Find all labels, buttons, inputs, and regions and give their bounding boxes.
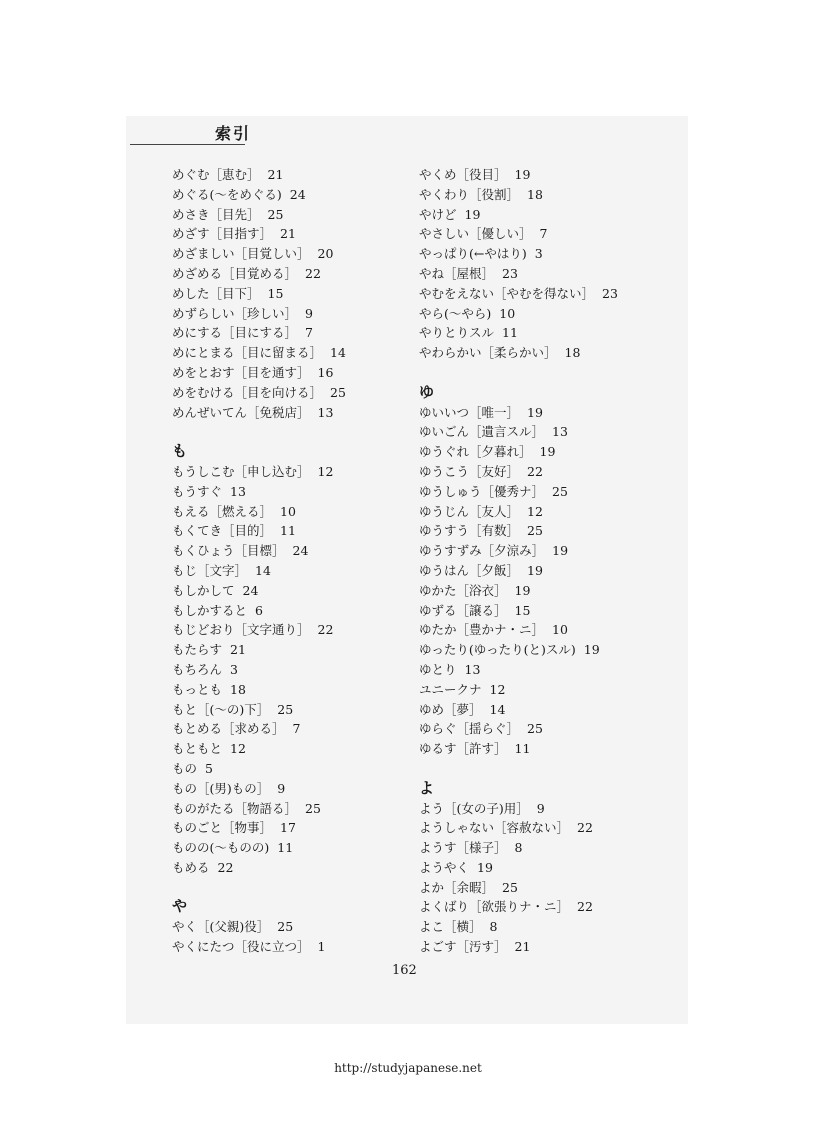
index-page-ref: 19 [514, 167, 531, 182]
index-entry [419, 719, 659, 739]
index-page-ref: 22 [527, 463, 543, 479]
index-page-ref: 25 [277, 919, 294, 935]
index-term: やら(～やら) [419, 305, 492, 321]
index-entry [172, 502, 412, 522]
index-page-ref: 25 [267, 206, 284, 222]
index-term: もうしこむ［申し込む］ [172, 463, 310, 479]
index-term: めぐむ［恵む］ [172, 167, 260, 182]
index-page-ref: 12 [317, 463, 334, 479]
index-page-ref: 18 [564, 345, 581, 361]
index-entry [419, 739, 659, 759]
index-entry [172, 719, 412, 739]
index-term: ゆいいつ［唯一］ [419, 404, 520, 420]
index-term: よこ［横］ [419, 919, 482, 935]
index-term: やね［屋根］ [419, 265, 495, 281]
index-term: やくわり［役割］ [419, 186, 520, 202]
index-page-ref: 19 [514, 582, 531, 598]
section-heading: も [172, 442, 188, 461]
index-entry [172, 601, 412, 621]
index-page-ref: 15 [514, 602, 531, 618]
index-page-ref: 17 [280, 820, 296, 836]
index-term: ものの(～ものの) [172, 840, 270, 856]
index-page-ref: 6 [255, 602, 263, 618]
index-page-ref: 11 [277, 840, 294, 856]
index-entry [419, 442, 659, 462]
index-entry [172, 383, 412, 403]
section-gap [172, 422, 412, 442]
index-entry [419, 482, 659, 502]
index-term: ユニークナ [419, 681, 482, 697]
index-term: もの［(男)もの］ [172, 780, 270, 796]
index-entry [172, 482, 412, 502]
index-term: もしかすると [172, 602, 248, 618]
index-page-ref: 22 [305, 265, 321, 281]
index-term: ゆずる［譲る］ [419, 602, 507, 618]
index-entry [172, 264, 412, 284]
index-entry [172, 779, 412, 799]
index-term: ようしゃない［容赦ない］ [419, 820, 570, 836]
index-term: もじどおり［文字通り］ [172, 622, 310, 638]
index-page-ref: 18 [230, 681, 246, 697]
index-page-ref: 11 [502, 325, 518, 341]
section-heading: や [172, 897, 188, 916]
index-entry [172, 343, 412, 363]
index-term: めずらしい［珍しい］ [172, 305, 298, 321]
index-term: よか［余暇］ [419, 879, 495, 895]
index-term: ゆうこう［友好］ [419, 463, 520, 479]
index-entry [419, 284, 659, 304]
index-column-right [419, 165, 659, 957]
index-page-ref: 25 [527, 721, 543, 737]
index-term: めんぜいてん［免税店］ [172, 404, 310, 420]
index-term: やけど [419, 206, 457, 222]
index-page-ref: 8 [514, 840, 523, 856]
index-entry [419, 601, 659, 621]
index-page-ref: 22 [577, 899, 593, 915]
index-term: もともと [172, 741, 223, 757]
index-term: もと［(～の)下］ [172, 701, 270, 717]
index-entry [172, 739, 412, 759]
index-entry [419, 917, 659, 937]
index-page-ref: 9 [536, 800, 545, 816]
index-entry [172, 224, 412, 244]
index-entry [419, 897, 659, 917]
index-entry [419, 858, 659, 878]
index-page-ref: 11 [280, 523, 296, 539]
index-entry [172, 284, 412, 304]
index-page-ref: 19 [527, 562, 543, 578]
index-entry [419, 700, 659, 720]
index-page-ref: 21 [514, 939, 531, 955]
index-page-ref: 12 [527, 503, 543, 519]
index-entry [172, 620, 412, 640]
index-entry [419, 680, 659, 700]
index-term: めをとおす［目を通す］ [172, 364, 310, 380]
index-entry [419, 244, 659, 264]
index-page-ref: 25 [277, 701, 294, 717]
index-entry [419, 304, 659, 324]
index-page-ref: 19 [552, 543, 569, 559]
index-page-ref: 16 [317, 364, 334, 380]
index-page-ref: 8 [489, 919, 498, 935]
index-entry [419, 620, 659, 640]
index-entry [419, 818, 659, 838]
index-page-ref: 19 [539, 444, 556, 460]
footer-url[interactable]: http://studyjapanese.net [334, 1061, 482, 1075]
index-entry [172, 581, 412, 601]
index-term: ゆかた［浴衣］ [419, 582, 507, 598]
index-page-ref: 14 [489, 701, 506, 717]
index-page-ref: 1 [317, 939, 326, 955]
index-entry [419, 264, 659, 284]
index-page-ref: 24 [289, 186, 306, 202]
index-term: ゆうすう［有数］ [419, 523, 520, 539]
index-term: もたらす [172, 642, 223, 658]
index-entry [172, 462, 412, 482]
index-term: ものがたる［物語る］ [172, 800, 298, 816]
index-term: ゆるす［許す］ [419, 741, 507, 757]
index-term: ゆったり(ゆったり(と)スル) [419, 642, 576, 658]
index-entry [419, 799, 659, 819]
index-term: ゆうぐれ［夕暮れ］ [419, 444, 532, 460]
index-term: もの [172, 760, 198, 776]
index-page-ref: 13 [230, 483, 246, 499]
index-page-ref: 23 [602, 285, 618, 301]
index-term: もめる [172, 859, 210, 875]
index-page-ref: 7 [305, 325, 313, 341]
index-term: もとめる［求める］ [172, 721, 285, 737]
section-gap [172, 878, 412, 898]
index-entry [419, 165, 659, 185]
index-entry [419, 561, 659, 581]
index-page-ref: 3 [534, 246, 543, 262]
header-rule [130, 144, 245, 145]
index-entry [172, 838, 412, 858]
index-entry [172, 818, 412, 838]
index-page-ref: 13 [464, 661, 481, 677]
page-title: 索引 [215, 124, 252, 143]
index-term: ゆとり [419, 661, 457, 677]
index-page-ref: 24 [242, 582, 259, 598]
index-term: やくめ［役目］ [419, 167, 507, 182]
index-entry [172, 403, 412, 423]
index-term: めにとまる［目に留まる］ [172, 345, 323, 361]
index-term: やりとりスル [419, 325, 495, 341]
section-gap [419, 363, 659, 383]
index-term: もちろん [172, 661, 223, 677]
index-term: ゆたか［豊かナ・ニ］ [419, 622, 545, 638]
index-page-ref: 14 [255, 562, 271, 578]
index-term: めざましい［目覚しい］ [172, 246, 310, 262]
index-page-ref: 22 [317, 622, 334, 638]
index-entry [172, 185, 412, 205]
index-entry [172, 640, 412, 660]
index-term: もくひょう［目標］ [172, 543, 285, 559]
index-term: やくにたつ［役に立つ］ [172, 939, 310, 955]
index-term: やく［(父親)役］ [172, 919, 270, 935]
index-term: ようやく [419, 859, 470, 875]
index-page-ref: 12 [230, 741, 246, 757]
index-term: めぐる(～をめぐる) [172, 186, 282, 202]
index-entry [419, 185, 659, 205]
index-entry [419, 224, 659, 244]
section-gap [419, 759, 659, 779]
index-entry [172, 799, 412, 819]
index-page-ref: 10 [552, 622, 568, 638]
index-page-ref: 21 [230, 642, 246, 658]
index-page-ref: 11 [514, 741, 531, 757]
index-term: ゆうすずみ［夕涼み］ [419, 543, 545, 559]
section-heading: よ [419, 778, 435, 797]
index-page-ref: 9 [277, 780, 286, 796]
index-entry [419, 323, 659, 343]
index-entry [172, 541, 412, 561]
index-page-ref: 3 [230, 661, 238, 677]
index-entry [172, 680, 412, 700]
index-entry [172, 660, 412, 680]
index-entry [419, 343, 659, 363]
index-term: ようす［様子］ [419, 840, 507, 856]
index-term: よごす［汚す］ [419, 939, 507, 955]
index-entry [419, 838, 659, 858]
index-page-ref: 19 [464, 206, 481, 222]
index-entry [419, 660, 659, 680]
index-entry [172, 858, 412, 878]
index-entry [419, 541, 659, 561]
index-term: めをむける［目を向ける］ [172, 384, 323, 400]
index-entry [172, 700, 412, 720]
index-term: めさき［目先］ [172, 206, 260, 222]
index-term: めざめる［目覚める］ [172, 265, 298, 281]
index-entry [419, 502, 659, 522]
index-page-ref: 19 [477, 859, 493, 875]
index-term: めにする［目にする］ [172, 325, 298, 341]
index-page-ref: 25 [305, 800, 321, 816]
index-term: めした［目下］ [172, 285, 260, 301]
index-page-ref: 7 [539, 226, 548, 242]
index-entry [419, 521, 659, 541]
index-entry [419, 640, 659, 660]
index-term: ものごと［物事］ [172, 820, 273, 836]
index-page-ref: 10 [499, 305, 516, 321]
index-page-ref: 18 [527, 186, 543, 202]
index-entry [419, 581, 659, 601]
index-page-ref: 10 [280, 503, 296, 519]
index-entry [172, 521, 412, 541]
index-page-ref: 19 [527, 404, 543, 420]
index-entry [419, 937, 659, 957]
index-page-ref: 9 [305, 305, 313, 321]
index-term: よう［(女の子)用］ [419, 800, 529, 816]
index-entry [172, 937, 412, 957]
index-entry [172, 244, 412, 264]
index-term: もえる［燃える］ [172, 503, 273, 519]
index-term: やっぱり(←やはり) [419, 246, 527, 262]
index-term: もじ［文字］ [172, 562, 248, 578]
index-term: ゆうじん［友人］ [419, 503, 520, 519]
index-entry [172, 323, 412, 343]
index-page-ref: 25 [330, 384, 346, 400]
index-entry [172, 759, 412, 779]
index-term: やさしい［優しい］ [419, 226, 532, 242]
index-page-ref: 13 [552, 424, 568, 440]
index-page-ref: 21 [267, 167, 284, 182]
index-page-ref: 20 [317, 246, 334, 262]
index-term: よくばり［欲張りナ・ニ］ [419, 899, 570, 915]
index-term: もくてき［目的］ [172, 523, 273, 539]
index-page-ref: 7 [292, 721, 301, 737]
index-page-ref: 22 [577, 820, 593, 836]
index-entry [172, 304, 412, 324]
index-term: ゆうはん［夕飯］ [419, 562, 520, 578]
index-page-ref: 25 [552, 483, 568, 499]
index-term: やむをえない［やむを得ない］ [419, 285, 595, 301]
index-entry [172, 561, 412, 581]
index-term: もうすぐ [172, 483, 223, 499]
index-entry [172, 363, 412, 383]
index-page-ref: 19 [583, 642, 600, 658]
index-entry [419, 462, 659, 482]
index-term: めざす［目指す］ [172, 226, 273, 242]
index-page-ref: 21 [280, 226, 296, 242]
index-page-ref: 15 [267, 285, 284, 301]
index-term: もしかして [172, 582, 235, 598]
index-entry [419, 205, 659, 225]
index-page-ref: 23 [502, 265, 518, 281]
index-page-ref: 14 [330, 345, 346, 361]
index-term: ゆめ［夢］ [419, 701, 482, 717]
index-entry [172, 917, 412, 937]
section-heading: ゆ [419, 382, 435, 401]
index-page-ref: 22 [217, 859, 234, 875]
index-page-ref: 5 [205, 760, 213, 776]
index-entry [172, 165, 412, 185]
index-entry [419, 878, 659, 898]
index-page-ref: 25 [527, 523, 543, 539]
index-entry [419, 422, 659, 442]
index-term: ゆいごん［遺言スル］ [419, 424, 545, 440]
index-page-ref: 13 [317, 404, 334, 420]
index-term: ゆらぐ［揺らぐ］ [419, 721, 520, 737]
index-term: もっとも [172, 681, 223, 697]
index-page-ref: 24 [292, 543, 309, 559]
index-page-ref: 25 [502, 879, 518, 895]
index-column-left [172, 165, 412, 957]
index-entry [419, 403, 659, 423]
index-page-ref: 12 [489, 681, 506, 697]
page-number: 162 [392, 963, 417, 978]
index-term: やわらかい［柔らかい］ [419, 345, 557, 361]
index-entry [172, 205, 412, 225]
index-term: ゆうしゅう［優秀ナ］ [419, 483, 545, 499]
